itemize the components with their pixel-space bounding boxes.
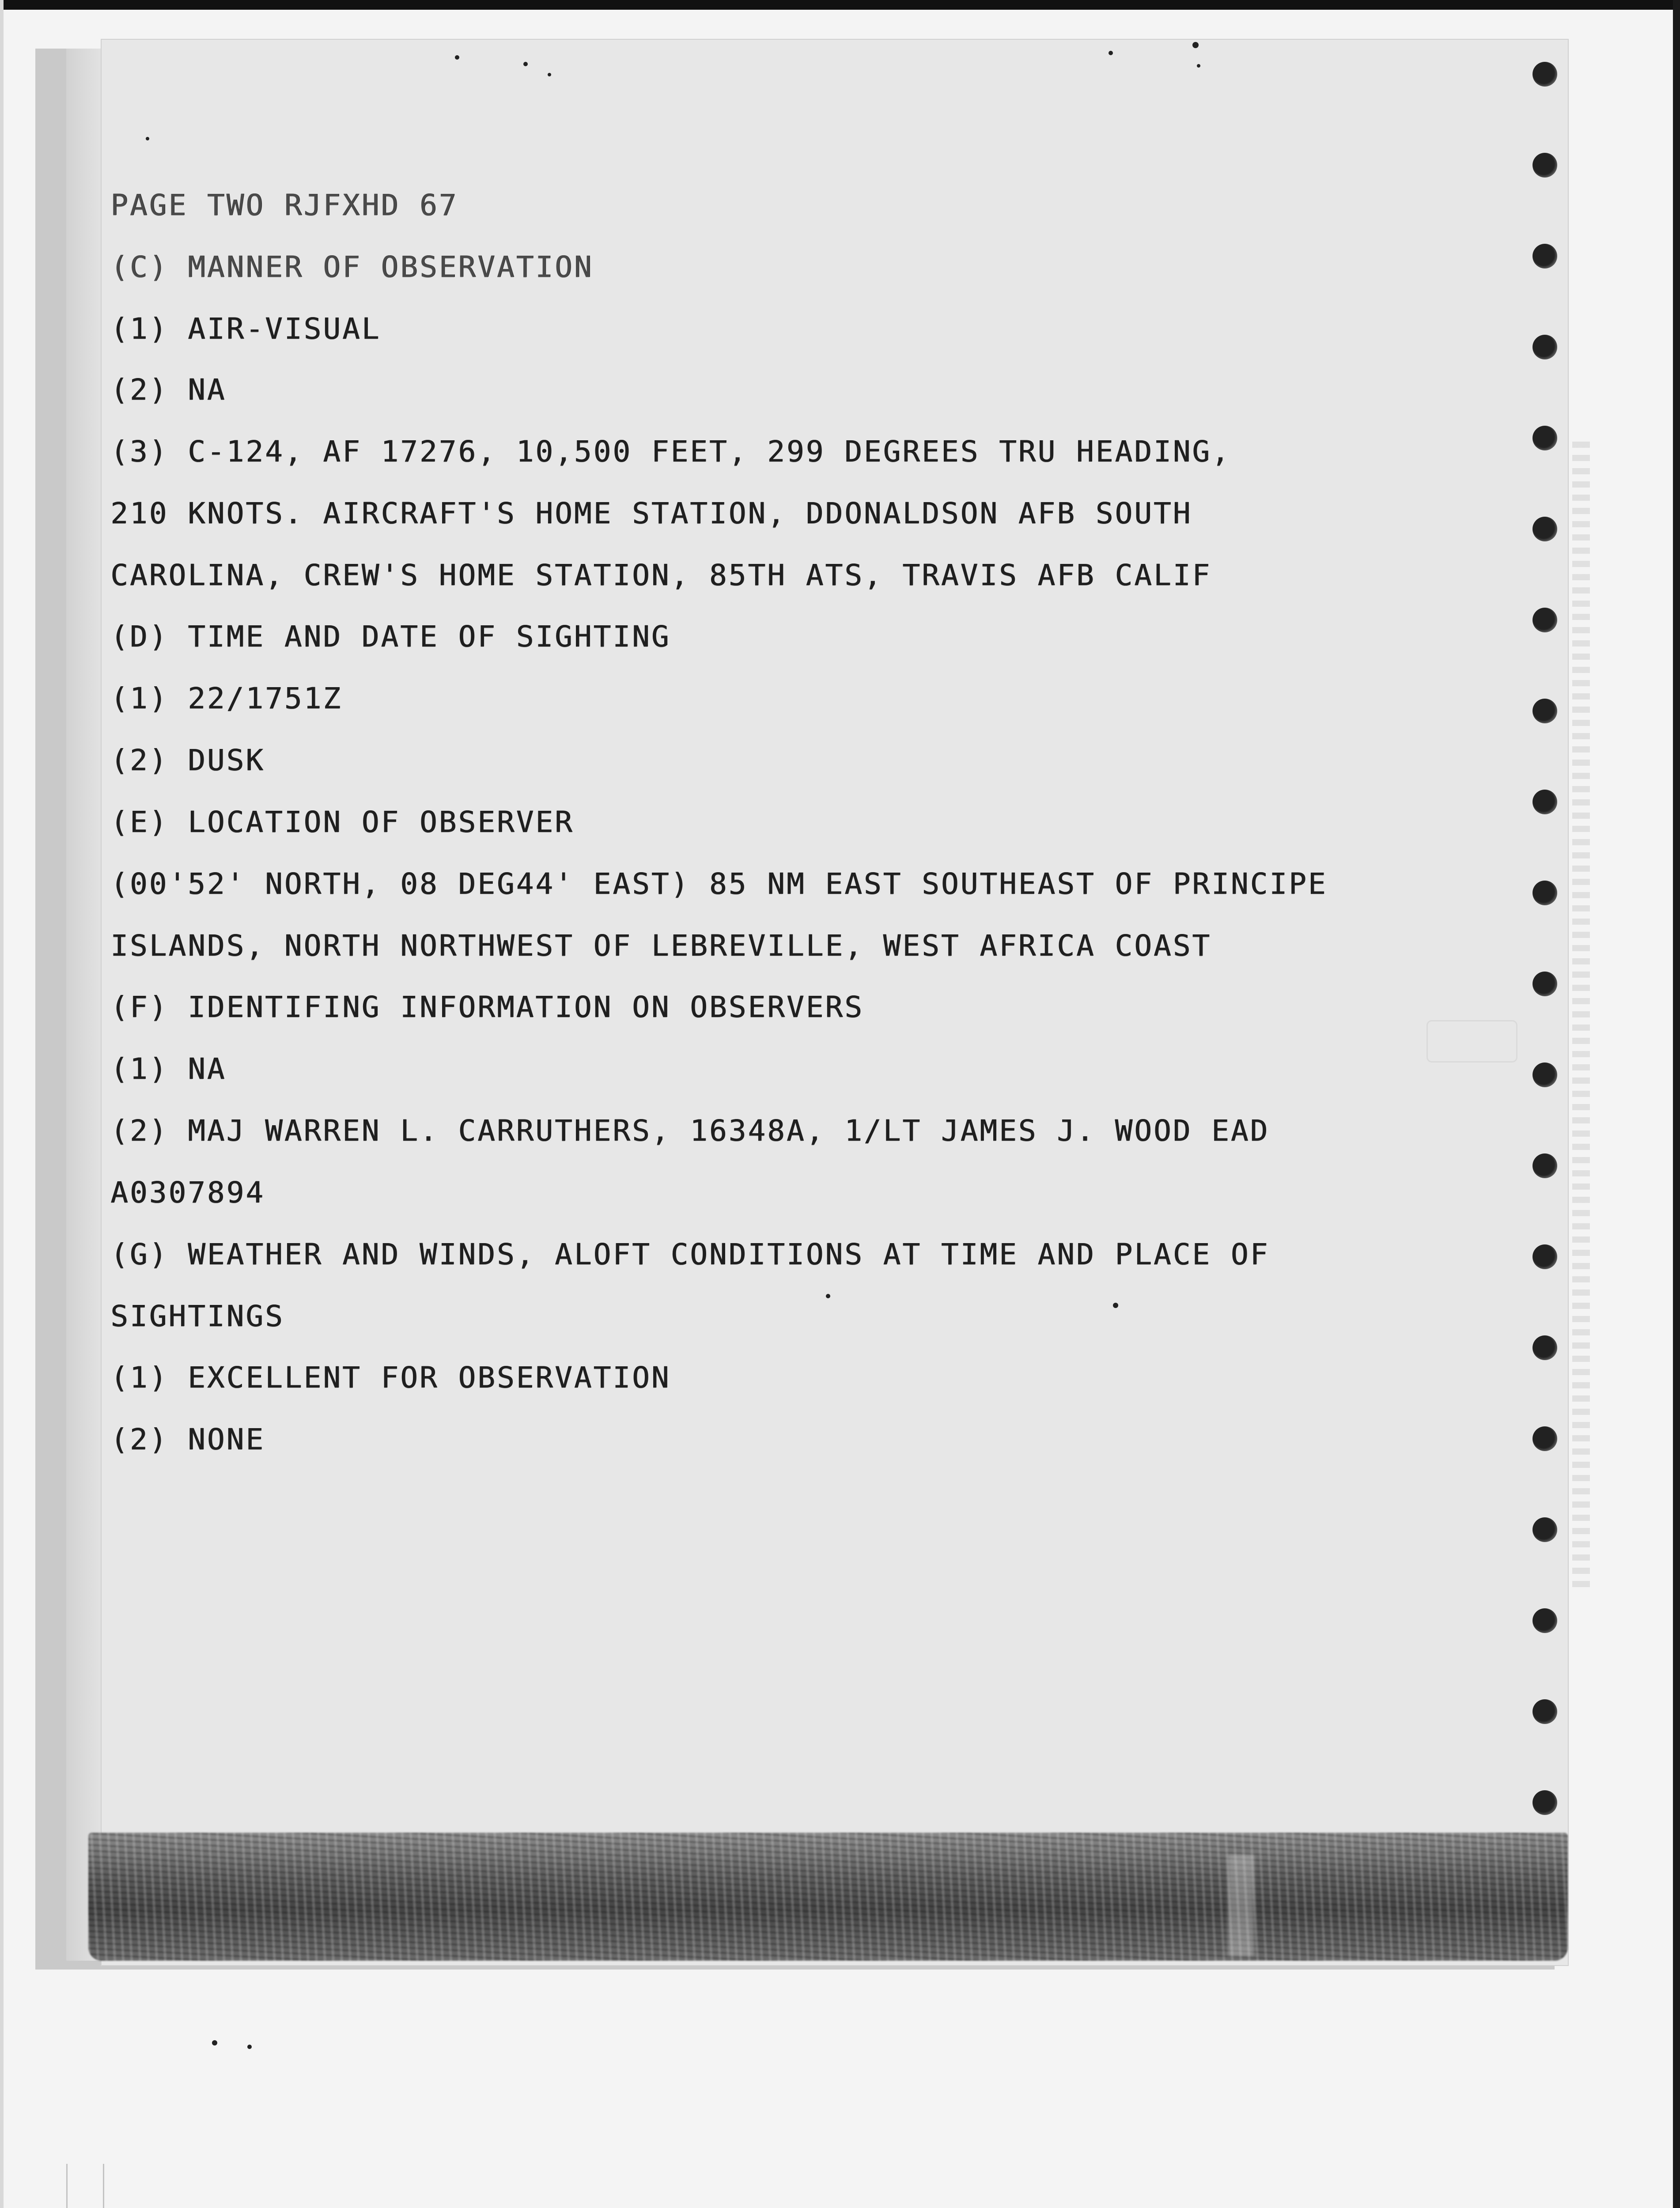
sprocket-hole (1532, 1517, 1557, 1542)
sprocket-hole (1532, 335, 1557, 359)
sprocket-holes (1532, 62, 1559, 1872)
sprocket-hole (1532, 608, 1557, 632)
dust-speck (548, 73, 551, 76)
sprocket-hole (1532, 1244, 1557, 1269)
faint-stamp (1426, 1020, 1517, 1062)
sprocket-hole (1532, 1790, 1557, 1815)
line-f2-b: A0307894 (110, 1176, 265, 1210)
line-sightings: SIGHTINGS (110, 1299, 284, 1333)
line-e-b: ISLANDS, NORTH NORTHWEST OF LEBREVILLE, WEST AFRICA COAST (110, 929, 1211, 963)
line-d1: (1) 22/1751Z (110, 681, 342, 715)
line-header: PAGE TWO RJFXHD 67 (110, 188, 458, 222)
dust-speck (523, 62, 528, 66)
paper-shadow (66, 49, 102, 1961)
line-g2: (2) NONE (110, 1422, 265, 1456)
dust-speck (1192, 42, 1199, 48)
dust-speck (146, 137, 149, 140)
sprocket-hole (1532, 1699, 1557, 1724)
sprocket-hole (1532, 699, 1557, 723)
sprocket-hole (1532, 1062, 1557, 1087)
dust-speck (1109, 51, 1113, 55)
line-location: (E) LOCATION OF OBSERVER (110, 805, 574, 839)
line-f2-a: (2) MAJ WARREN L. CARRUTHERS, 16348A, 1/LT JAMES J. WOOD EAD (110, 1114, 1270, 1148)
sprocket-hole (1532, 972, 1557, 996)
margin-marks (66, 2164, 104, 2208)
sprocket-hole (1532, 1335, 1557, 1360)
line-weather: (G) WEATHER AND WINDS, ALOFT CONDITIONS AT TIME AND PLACE OF (110, 1237, 1270, 1271)
smudged-band (88, 1833, 1568, 1961)
sprocket-hole (1532, 62, 1557, 87)
line-c3-b: 210 KNOTS. AIRCRAFT'S HOME STATION, DDONALDSON AFB SOUTH (110, 496, 1192, 530)
line-c2: (2) NA (110, 373, 227, 407)
sprocket-hole (1532, 881, 1557, 905)
sprocket-hole (1532, 1608, 1557, 1633)
sprocket-hole (1532, 1426, 1557, 1451)
sprocket-hole (1532, 790, 1557, 814)
line-time-date: (D) TIME AND DATE OF SIGHTING (110, 620, 671, 654)
dust-speck (1197, 64, 1200, 68)
printer-imprint (1572, 442, 1590, 1590)
left-edge (0, 0, 4, 2208)
line-c3-a: (3) C-124, AF 17276, 10,500 FEET, 299 DEGREES TRU HEADING, (110, 435, 1231, 469)
line-manner-of-observation: (C) MANNER OF OBSERVATION (110, 250, 594, 284)
line-f1: (1) NA (110, 1052, 227, 1086)
dust-speck (826, 1294, 830, 1298)
line-e-a: (00'52' NORTH, 08 DEG44' EAST) 85 NM EAST SOUTHEAST OF PRINCIPE (110, 867, 1328, 901)
right-edge (1673, 0, 1680, 2208)
dust-speck (247, 2045, 252, 2049)
sprocket-hole (1532, 244, 1557, 268)
dust-speck (455, 55, 459, 60)
line-d2: (2) DUSK (110, 743, 265, 777)
line-g1: (1) EXCELLENT FOR OBSERVATION (110, 1361, 671, 1395)
line-c1: (1) AIR-VISUAL (110, 312, 381, 346)
sprocket-hole (1532, 517, 1557, 541)
sprocket-hole (1532, 1153, 1557, 1178)
smudged-band-highlight (1228, 1855, 1254, 1956)
line-c3-c: CAROLINA, CREW'S HOME STATION, 85TH ATS, TRAVIS AFB CALIF (110, 558, 1211, 592)
sprocket-hole (1532, 426, 1557, 450)
sprocket-hole (1532, 153, 1557, 178)
line-identifying: (F) IDENTIFING INFORMATION ON OBSERVERS (110, 990, 864, 1024)
dust-speck (1113, 1303, 1118, 1308)
dust-speck (212, 2040, 217, 2045)
